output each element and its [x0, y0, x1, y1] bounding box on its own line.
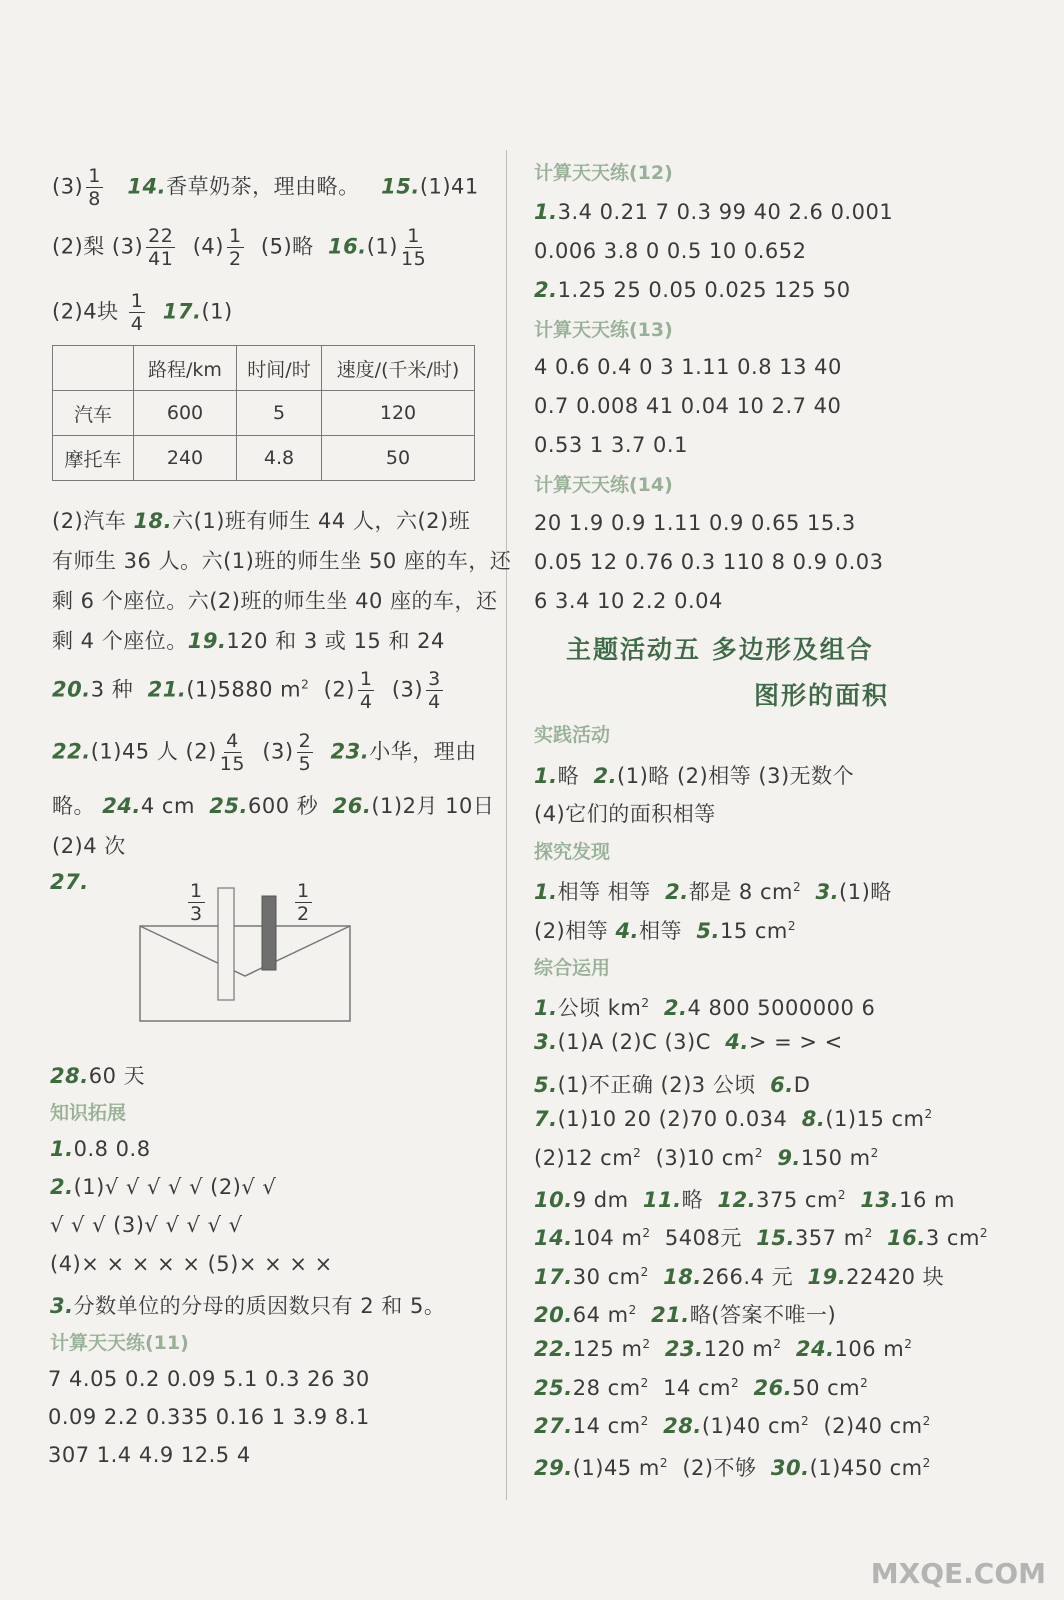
left-line-1: (3) $\frac{1}{8}$ 14.香草奶茶，理由略。 15.(1)41 [52, 165, 479, 210]
left-line-2: (2)梨 (3) $\frac{22}{41}$ (4) $\frac{1}{2}$ (5)略 16.(1) $\frac{1}{15}$ [52, 225, 427, 270]
right-line-12: 1.相等 相等 2.都是 8 $cm^2$ 3.(1)略 [534, 880, 892, 904]
table-cell: 路程/km [134, 346, 237, 391]
table-row [53, 391, 475, 436]
right-line-13: (2)相等 4.相等 5.15 $cm^2$ [534, 919, 797, 943]
section-heading: 综合运用 [534, 957, 611, 979]
envelope-flap [140, 926, 350, 976]
left-line-4: (2)汽车 18.六(1)班有师生 44 人，六(2)班 [52, 509, 471, 533]
left-line-18: 7 4.05 0.2 0.09 5.1 0.3 26 30 [48, 1367, 370, 1391]
table-cell: 600 [134, 391, 237, 436]
left-line-16: (4)× × × × × (5)× × × × [50, 1252, 333, 1276]
table-header-row [53, 346, 475, 391]
watermark: MXQE.COM [870, 1557, 1046, 1590]
fraction: $\frac{1}{4}$ [130, 290, 144, 335]
fraction: $\frac{1}{2}$ [297, 880, 310, 925]
right-line-26: 29.(1)45 $m^2$ (2)不够 30.(1)450 $cm^2$ [534, 1456, 931, 1480]
table-row [53, 436, 475, 481]
right-line-7: 20 1.9 0.9 1.11 0.9 0.65 15.3 [534, 511, 856, 535]
fraction: $\frac{1}{2}$ [228, 225, 242, 270]
left-line-14: 2.(1)√ √ √ √ √ (2)√ √ [50, 1175, 277, 1199]
speed-table [52, 345, 475, 481]
right-line-11: (4)它们的面积相等 [534, 802, 716, 826]
right-line-14: 1.公顷 $km^2$ 2.4 800 5000000 6 [534, 996, 876, 1020]
left-line-5: 有师生 36 人。六(1)班的师生坐 50 座的车，还 [52, 549, 512, 573]
table-cell: 50 [322, 436, 475, 481]
table-cell: 4.8 [237, 436, 322, 481]
right-line-22: 20.64 $m^2$ 21.略(答案不唯一) [534, 1303, 837, 1327]
left-line-8: 20.3 种 21.(1)5880 $m^2$ (2) $\frac{1}{4}$ (3) $\frac{3}{4}$ [52, 668, 441, 713]
chapter-title-line1: 主题活动五 多边形及组合 [566, 635, 874, 664]
section-heading: 实践活动 [534, 724, 611, 746]
fraction: $\frac{3}{4}$ [428, 668, 441, 713]
right-line-25: 27.14 $cm^2$ 28.(1)40 $cm^2$ (2)40 $cm^2$ [534, 1414, 931, 1438]
column-divider [506, 150, 507, 1500]
left-line-9: 22.(1)45 人 (2) $\frac{4}{15}$ (3) $\frac{2}{5}$ 23.小华，理由 [52, 730, 477, 775]
section-heading: 探究发现 [534, 841, 611, 863]
right-line-19: 10.9 dm 11.略 12.375 $cm^2$ 13.16 m [534, 1188, 955, 1212]
right-line-23: 22.125 $m^2$ 23.120 $m^2$ 24.106 $m^2$ [534, 1337, 913, 1361]
right-line-17: 7.(1)10 20 (2)70 0.034 8.(1)15 $cm^2$ [534, 1107, 933, 1131]
fraction: $\frac{2}{5}$ [298, 730, 312, 775]
table-cell: 120 [322, 391, 475, 436]
strip-one-third [218, 888, 234, 1000]
right-line-10: 1.略 2.(1)略 (2)相等 (3)无数个 [534, 764, 855, 788]
right-line-15: 3.(1)A (2)C (3)C 4.> = > < [534, 1030, 843, 1054]
right-line-21: 17.30 $cm^2$ 18.266.4 元 19.22420 块 [534, 1265, 945, 1289]
left-line-19: 0.09 2.2 0.335 0.16 1 3.9 8.1 [48, 1405, 370, 1429]
right-line-4: 4 0.6 0.4 0 3 1.11 0.8 13 40 [534, 355, 842, 379]
right-line-9: 6 3.4 10 2.2 0.04 [534, 589, 723, 613]
right-line-6: 0.53 1 3.7 0.1 [534, 433, 688, 457]
section-heading: 计算天天练(13) [534, 319, 673, 341]
fraction: $\frac{1}{15}$ [400, 225, 427, 270]
left-line-20: 307 1.4 4.9 12.5 4 [48, 1443, 251, 1467]
table-cell: 5 [237, 391, 322, 436]
left-line-15: √ √ √ (3)√ √ √ √ √ [50, 1213, 243, 1237]
right-line-8: 0.05 12 0.76 0.3 110 8 0.9 0.03 [534, 550, 884, 574]
fraction: $\frac{1}{3}$ [190, 880, 203, 925]
section-heading: 计算天天练(14) [534, 474, 673, 496]
left-line-7: 剩 4 个座位。19.120 和 3 或 15 和 24 [52, 629, 445, 653]
chapter-title-line2: 图形的面积 [754, 681, 890, 710]
right-line-5: 0.7 0.008 41 0.04 10 2.7 40 [534, 394, 842, 418]
table-cell: 240 [134, 436, 237, 481]
right-line-16: 5.(1)不正确 (2)3 公顷 6.D [534, 1073, 811, 1097]
right-line-3: 2.1.25 25 0.05 0.025 125 50 [534, 278, 851, 302]
right-line-18: (2)12 $cm^2$ (3)10 $cm^2$ 9.150 $m^2$ [534, 1146, 879, 1170]
left-line-6: 剩 6 个座位。六(2)班的师生坐 40 座的车，还 [52, 589, 498, 613]
fraction: $\frac{22}{41}$ [148, 225, 174, 270]
shaded-strip [262, 896, 276, 970]
left-line-11: (2)4 次 [52, 834, 126, 858]
left-line-3: (2)4块 $\frac{1}{4}$ 17.(1) [52, 290, 233, 335]
left-line-12: 28.60 天 [50, 1064, 146, 1088]
right-line-24: 25.28 $cm^2$ 14 $cm^2$ 26.50 $cm^2$ [534, 1376, 869, 1400]
left-line-17: 3.分数单位的分母的质因数只有 2 和 5。 [50, 1294, 446, 1318]
table-cell [53, 346, 134, 391]
section-heading: 知识拓展 [50, 1102, 127, 1124]
fraction: $\frac{1}{4}$ [359, 668, 373, 713]
table-cell: 汽车 [53, 391, 134, 436]
fraction: $\frac{1}{8}$ [88, 165, 101, 210]
fraction: $\frac{4}{15}$ [219, 730, 245, 775]
table-cell: 摩托车 [53, 436, 134, 481]
left-line-10: 略。 24.4 cm 25.600 秒 26.(1)2月 10日 [52, 794, 495, 818]
figure-label-one-half [292, 880, 315, 925]
section-heading: 计算天天练(12) [534, 162, 673, 184]
right-line-2: 0.006 3.8 0 0.5 10 0.652 [534, 239, 807, 263]
right-line-20: 14.104 $m^2$ 5408元 15.357 $m^2$ 16.3 $cm^2$ [534, 1226, 989, 1250]
figure-label-one-third [185, 880, 208, 925]
right-line-1: 1.3.4 0.21 7 0.3 99 40 2.6 0.001 [534, 200, 894, 224]
table-cell: 速度/(千米/时) [322, 346, 475, 391]
question-27-label: 27. [50, 870, 89, 894]
left-line-13: 1.0.8 0.8 [50, 1137, 151, 1161]
table-cell: 时间/时 [237, 346, 322, 391]
section-heading: 计算天天练(11) [50, 1332, 189, 1354]
envelope-figure [130, 878, 370, 1028]
